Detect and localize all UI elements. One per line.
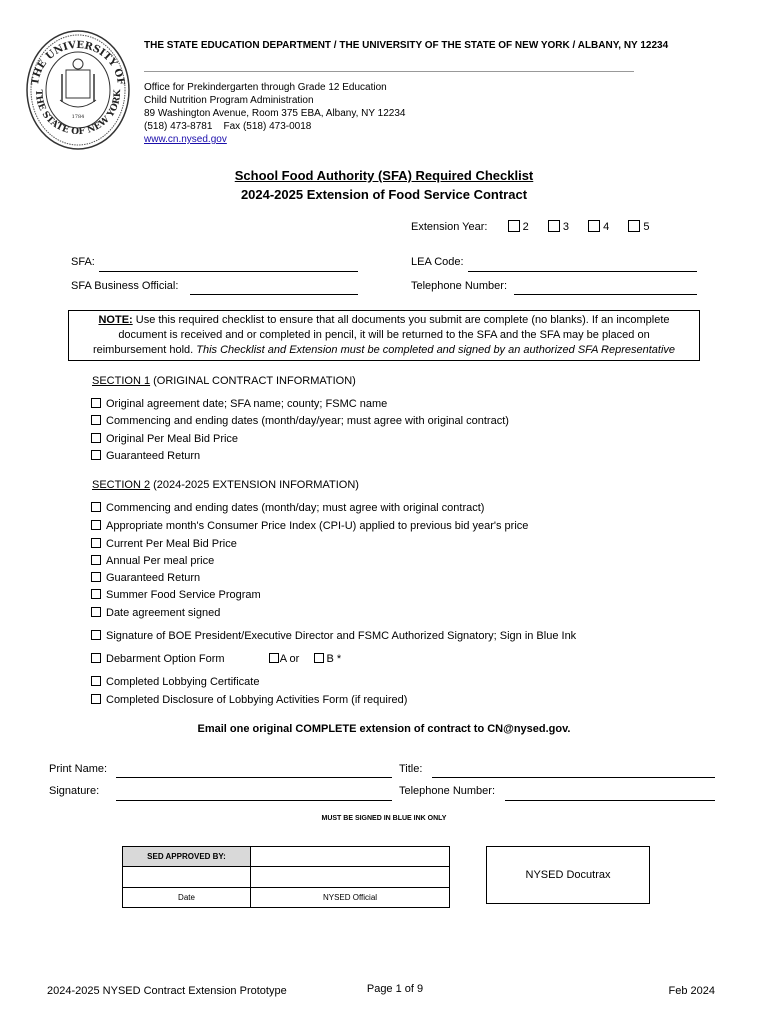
telephone-input-line[interactable] [514, 294, 697, 295]
section-2-label: SECTION 2 [92, 479, 151, 491]
checklist-checkbox[interactable] [91, 653, 101, 663]
seal-text-top: THE UNIVERSITY OF [30, 39, 126, 86]
checklist-item-label: Guaranteed Return [106, 450, 201, 462]
note-box [68, 310, 700, 361]
signature-telephone-input-line[interactable] [505, 800, 715, 801]
checklist-checkbox[interactable] [91, 555, 101, 565]
checklist-item-debarment [91, 653, 341, 665]
checklist-item [91, 607, 220, 619]
docutrax-box [486, 846, 650, 904]
checklist-checkbox[interactable] [91, 502, 101, 512]
sfa-label: SFA: [71, 256, 95, 268]
nys-university-seal [26, 30, 130, 152]
website-link[interactable]: www.cn.nysed.gov [144, 134, 227, 145]
extension-option-label: 2 [522, 221, 529, 233]
footer-page-number: Page 1 of 9 [366, 983, 424, 995]
checklist-item [91, 520, 528, 532]
checklist-item [91, 538, 237, 550]
checklist-checkbox[interactable] [91, 676, 101, 686]
checklist-item [91, 589, 261, 601]
document-subtitle: 2024-2025 Extension of Food Service Contract [240, 187, 528, 202]
note-text-italic: This Checklist and Extension must be completed and signed by an authorized SFA Representative [196, 344, 676, 356]
checklist-checkbox[interactable] [91, 589, 101, 599]
extension-option-label: 4 [603, 221, 610, 233]
print-name-label: Print Name: [49, 763, 108, 775]
email-instruction: Email one original COMPLETE extension of contract to CN@nysed.gov. [197, 723, 571, 735]
telephone-label: Telephone Number: [411, 280, 508, 292]
checklist-item-label: Original Per Meal Bid Price [106, 433, 239, 445]
note-text-2: document is received and or completed in pencil, it will be returned to the SFA and the SFA may be placed on [118, 329, 650, 341]
checklist-item [91, 450, 200, 462]
extension-year-5-checkbox[interactable] [628, 220, 640, 232]
checklist-checkbox[interactable] [91, 450, 101, 460]
extension-year-row [411, 220, 649, 233]
checklist-item [91, 572, 200, 584]
checklist-item-label: Commencing and ending dates (month/day; must agree with original contract) [106, 502, 485, 514]
checklist-item-label: Current Per Meal Bid Price [106, 538, 237, 550]
sed-approved-by-header: SED APPROVED BY: [123, 847, 251, 867]
checklist-checkbox[interactable] [91, 433, 101, 443]
extension-option-label: 3 [562, 221, 569, 233]
checklist-item [91, 630, 576, 642]
seal-text-bottom: THE STATE OF NEW YORK [32, 89, 124, 138]
debarment-b-label: B * [326, 653, 342, 665]
checklist-item [91, 415, 509, 427]
checklist-item-label: Commencing and ending dates (month/day/year; must agree with original contract) [106, 415, 509, 427]
checklist-item-label: Summer Food Service Program [106, 589, 261, 601]
checklist-item [91, 502, 484, 514]
checklist-item [91, 555, 214, 567]
sed-approved-by-cell[interactable] [251, 847, 450, 867]
title-input-line[interactable] [432, 777, 715, 778]
office-line: 89 Washington Avenue, Room 375 EBA, Albany, NY 12234 [144, 108, 406, 119]
footer-left: 2024-2025 NYSED Contract Extension Prototype [47, 985, 287, 997]
section-1-heading [92, 375, 356, 387]
extension-option-label: 5 [643, 221, 650, 233]
checklist-item-label: Completed Disclosure of Lobbying Activities Form (if required) [106, 694, 408, 706]
checklist-item [91, 398, 387, 410]
checklist-item-label: Appropriate month's Consumer Price Index (CPI-U) applied to previous bid year's price [106, 520, 529, 532]
blue-ink-notice: MUST BE SIGNED IN BLUE INK ONLY [321, 815, 447, 822]
header-divider [144, 71, 634, 72]
checklist-checkbox[interactable] [91, 630, 101, 640]
debarment-a-checkbox[interactable] [269, 653, 279, 663]
sed-official-cell[interactable] [251, 867, 450, 888]
extension-year-2-checkbox[interactable] [508, 220, 520, 232]
department-header: THE STATE EDUCATION DEPARTMENT / THE UNIVERSITY OF THE STATE OF NEW YORK / ALBANY, NY 12234 [144, 40, 669, 51]
checklist-item-label: Debarment Option Form [106, 653, 225, 665]
checklist-item-label: Date agreement signed [106, 607, 221, 619]
note-label: NOTE: [98, 314, 133, 326]
checklist-item-label: Original agreement date; SFA name; county; FSMC name [106, 398, 388, 410]
docutrax-label: NYSED Docutrax [525, 869, 611, 881]
checklist-item-label: Annual Per meal price [106, 555, 215, 567]
checklist-checkbox[interactable] [91, 538, 101, 548]
office-line: Office for Prekindergarten through Grade 12 Education [144, 82, 387, 93]
footer-right: Feb 2024 [668, 985, 715, 997]
section-1-subtitle: (ORIGINAL CONTRACT INFORMATION) [150, 375, 356, 387]
checklist-item [91, 676, 259, 688]
lea-code-input-line[interactable] [468, 271, 697, 272]
checklist-item-label: Completed Lobbying Certificate [106, 676, 260, 688]
lea-code-label: LEA Code: [411, 256, 464, 268]
office-line: (518) 473-8781 Fax (518) 473-0018 [144, 121, 312, 132]
signature-telephone-label: Telephone Number: [399, 785, 496, 797]
office-line: Child Nutrition Program Administration [144, 95, 314, 106]
checklist-checkbox[interactable] [91, 415, 101, 425]
section-1-label: SECTION 1 [92, 375, 151, 387]
sed-date-label: Date [123, 888, 251, 908]
note-text-3: reimbursement hold. [92, 344, 197, 356]
business-official-label: SFA Business Official: [71, 280, 179, 292]
checklist-item-label: Signature of BOE President/Executive Director and FSMC Authorized Signatory; Sign in Blue Ink [106, 630, 577, 642]
document-title: School Food Authority (SFA) Required Checklist [234, 168, 534, 183]
sfa-input-line[interactable] [99, 271, 358, 272]
checklist-checkbox[interactable] [91, 398, 101, 408]
checklist-checkbox[interactable] [91, 520, 101, 530]
svg-text:THE UNIVERSITY OF [30, 40, 126, 86]
business-official-input-line[interactable] [190, 294, 358, 295]
checklist-item [91, 433, 238, 445]
section-2-heading [92, 479, 359, 491]
checklist-item-label: Guaranteed Return [106, 572, 201, 584]
extension-year-4-checkbox[interactable] [588, 220, 600, 232]
title-label: Title: [399, 763, 423, 775]
debarment-a-label: A or [279, 653, 300, 665]
signature-label: Signature: [49, 785, 100, 797]
section-2-subtitle: (2024-2025 EXTENSION INFORMATION) [150, 479, 359, 491]
signature-input-line[interactable] [116, 800, 392, 801]
sed-official-label: NYSED Official [251, 888, 450, 908]
debarment-b-checkbox[interactable] [314, 653, 324, 663]
checklist-item [91, 694, 407, 706]
checklist-checkbox[interactable] [91, 607, 101, 617]
note-text-1: Use this required checklist to ensure that all documents you submit are complete (no blanks). If an incomplete [132, 314, 670, 326]
sed-approval-table [122, 846, 450, 908]
seal-year: 1784 [71, 114, 85, 120]
checklist-checkbox[interactable] [91, 694, 101, 704]
extension-year-3-checkbox[interactable] [548, 220, 560, 232]
office-address-block [144, 81, 405, 146]
extension-year-label: Extension Year: [411, 221, 488, 233]
checklist-checkbox[interactable] [91, 572, 101, 582]
sed-date-cell[interactable] [123, 867, 251, 888]
print-name-input-line[interactable] [116, 777, 392, 778]
